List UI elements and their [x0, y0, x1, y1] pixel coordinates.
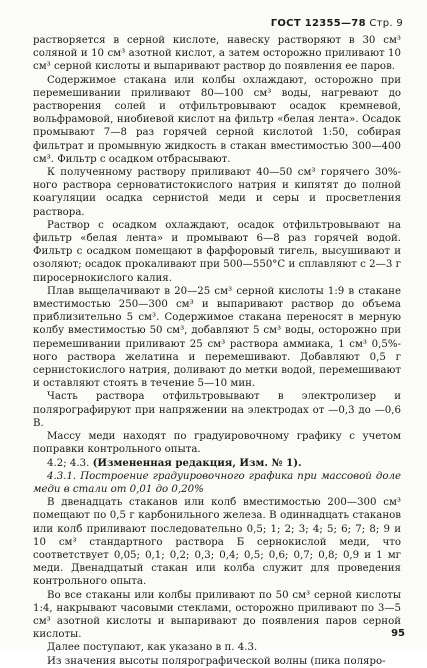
- amendment-ref: 4.2; 4.3.: [47, 457, 90, 469]
- paragraph: Раствор с осадком охлаждают, осадок отфильтровывают на фильтр «белая лента» и промывают 6—8 раз горячей водой. Фильтр с осадком помещают в фарфоровый тигель, высушивают и озоляют; осадок прокаливают при 500—550°С и сплавляют с 2—3 г пиросернокислого калия.: [33, 219, 401, 284]
- paragraph: Из значения высоты полярографической волны (пика поляро-: [47, 655, 386, 667]
- paragraph: К полученному раствору приливают 40—50 см³ горячего 30%-ного раствора серноватистокислого натрия и кипятят до полной коагуляции осадка сернистой меди и серы и просветления раствора.: [33, 167, 401, 218]
- paragraph: растворяется в серной кислоте, навеску растворяют в 30 см³ соляной и 10 см³ азотной кислот, а затем осторожно приливают 10 см³ серной кислоты и выпаривают раствор до появления ее паров.: [33, 35, 401, 73]
- page-header: [271, 18, 403, 29]
- paragraph: Во все стаканы или колбы приливают по 50 см³ серной кислоты 1:4, накрывают часовыми стеклами, осторожно приливают по 3—5 см³ азотной кислоты и выпаривают до появления паров серной кислоты.: [33, 589, 401, 641]
- amendment-text: (Измененная редакция, Изм. № 1).: [92, 456, 302, 469]
- subsection-title: 4.3.1. Построение градуировочного графика при массовой доле меди в стали от 0,01 до 0,20%: [33, 470, 401, 495]
- document-body: [33, 34, 401, 668]
- amendment-note: [33, 457, 401, 470]
- paragraph: В двенадцать стаканов или колб вместимостью 200—300 см³ помещают по 0,5 г карбонильного железа. В одиннадцать стаканов или колб приливают последовательно 0,5; 1; 2; 3; 4; 5; 6; 7; 8; 9 и 10 см³ стандартного раствора Б сернокислой меди, что соответствует 0,05; 0,1; 0,2; 0,3; 0,4; 0,5; 0,6; 0,7; 0,8; 0,9 и 1 мг меди. Двенадцатый стакан или колба служит для проведения контрольного опыта.: [33, 497, 401, 588]
- paragraph: Далее поступают, как указано в п. 4.3.: [47, 642, 258, 654]
- paragraph: Часть раствора отфильтровывают в электролизер и полярографируют при напряжении на электродах от —0,3 до —0,6 В.: [33, 391, 401, 429]
- standard-number: ГОСТ 12355—78: [270, 18, 366, 29]
- paragraph: Плав выщелачивают в 20—25 см³ серной кислоты 1:9 в стакане вместимостью 250—300 см³ и выпаривают раствор до объема приблизительно 5 см³. Содержимое стакана переносят в мерную колбу вместимостью 50 см³, добавляют 5 см³ воды, осторожно при перемешивании приливают 25 см³ раствора аммиака, 1 см³ 0,5%-ного раствора желатина и перемешивают. Добавляют 0,5 г сернистокислого натрия, доливают до метки водой, перемешивают и оставляют стоять в течение 5—10 мин.: [33, 285, 401, 390]
- page-number: 95: [391, 628, 405, 639]
- paragraph: Содержимое стакана или колбы охлаждают, осторожно при перемешивании приливают 80—100 см³ воды, нагревают до растворения солей и отфильтровывают осадок кремневой, вольфрамовой, ниобиевой кислот на фильтр «белая лента». Осадок промывают 7—8 раз горячей серной кислотой 1:50, собирая фильтрат и промывную жидкость в стакан вместимостью 300—400 см³. Фильтр с осадком отбрасывают.: [33, 74, 401, 165]
- page-label: Стр. 9: [369, 18, 403, 29]
- paragraph: Массу меди находят по градуировочному графику с учетом поправки контрольного опыта.: [33, 431, 401, 456]
